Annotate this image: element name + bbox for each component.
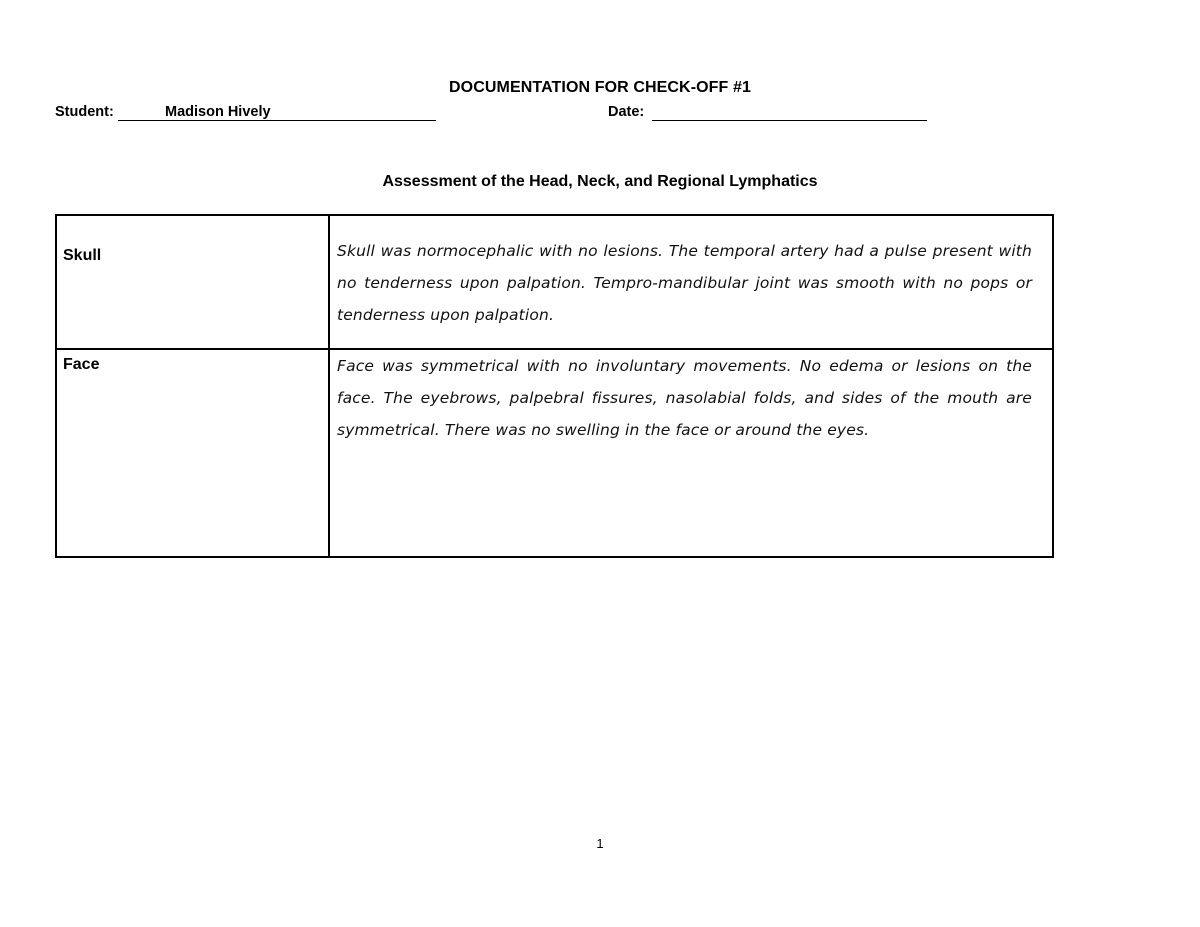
row-label-cell (56, 349, 329, 557)
row-text-face: Face was symmetrical with no involuntary movements. No edema or lesions on the face. The eyebrows, palpebral fissures, nasolabial folds, and sides of the mouth are symmetrical. There was no swelling in the face or around the eyes. (337, 357, 1032, 439)
row-label-face: Face (63, 356, 100, 373)
row-label-skull: Skull (63, 247, 102, 264)
table-row-face (56, 349, 1053, 557)
assessment-table (55, 214, 1054, 558)
row-label-cell (56, 215, 329, 349)
page-number: 1 (596, 836, 604, 851)
date-underline (652, 120, 927, 121)
document-title: DOCUMENTATION FOR CHECK-OFF #1 (449, 79, 751, 96)
row-text-cell (329, 215, 1053, 349)
student-label: Student: (55, 104, 114, 120)
table-row-skull (56, 215, 1053, 349)
date-label: Date: (608, 104, 645, 120)
section-title: Assessment of the Head, Neck, and Regional Lymphatics (382, 173, 818, 190)
student-underline (118, 120, 436, 121)
row-text-skull: Skull was normocephalic with no lesions. The temporal artery had a pulse present with no tenderness upon palpation. Tempro-mandibular joint was smooth with no pops or tenderness upon palpation. (337, 242, 1032, 324)
row-text-cell (329, 349, 1053, 557)
student-name: Madison Hively (165, 104, 271, 120)
